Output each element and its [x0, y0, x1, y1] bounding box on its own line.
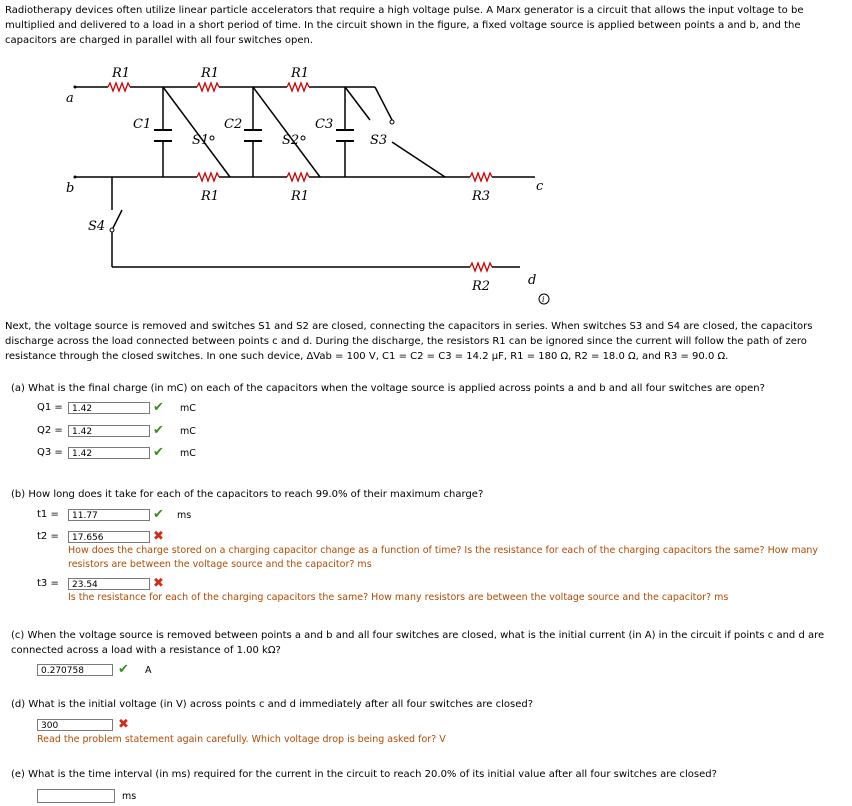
q1-unit: mC — [180, 403, 196, 414]
question-c-prompt: (c) When the voltage source is removed between points a and b and all four switches are closed, what is the initial current (in A) in the circuit if points c and d are connected across a load with a resistance of 1.00 kΩ? — [11, 630, 825, 656]
current-input[interactable]: 0.270758 — [37, 664, 113, 676]
label-s1: S1 — [192, 133, 210, 148]
q3-label: Q3 = — [37, 447, 63, 458]
label-s4: S4 — [88, 219, 106, 234]
voltage-input[interactable]: 300 — [37, 719, 113, 731]
q2-input[interactable]: 1.42 — [68, 425, 150, 437]
label-c1: C1 — [133, 117, 152, 132]
label-r1-b: R1 — [201, 66, 220, 81]
label-c3: C3 — [315, 117, 334, 132]
q1-label: Q1 = — [37, 402, 63, 413]
correct-icon: ✔ — [153, 445, 164, 460]
label-r2: R2 — [472, 279, 491, 294]
t3-input[interactable]: 23.54 — [68, 578, 150, 590]
label-r1-e: R1 — [291, 189, 310, 204]
label-r1-a: R1 — [112, 66, 131, 81]
incorrect-icon: ✖ — [118, 717, 129, 732]
label-d: d — [528, 273, 537, 288]
correct-icon: ✔ — [118, 662, 129, 677]
q3-unit: mC — [180, 448, 196, 459]
current-unit: A — [145, 665, 152, 676]
t1-input[interactable]: 11.77 — [68, 509, 150, 521]
svg-text:i: i — [542, 295, 545, 304]
t1-label: t1 = — [37, 509, 59, 520]
problem-intro: Radiotherapy devices often utilize linear particle accelerators that require a high voltage pulse. A Marx generator is a circuit that allows the input voltage to be multiplied and delivered to a load in a short period of time. In the circuit shown in the figure, a fixed voltage source is applied between points a and b, and the capacitors are charged in parallel with all four switches open. — [5, 5, 804, 46]
question-d-prompt: (d) What is the initial voltage (in V) across points c and d immediately after all four switches are closed? — [11, 699, 534, 710]
q3-input[interactable]: 1.42 — [68, 447, 150, 459]
switch-contacts — [110, 120, 394, 232]
label-c: c — [536, 179, 544, 194]
correct-icon: ✔ — [153, 507, 164, 522]
time-interval-unit: ms — [122, 791, 137, 802]
label-a: a — [66, 91, 74, 106]
correct-icon: ✔ — [153, 400, 164, 415]
q2-unit: mC — [180, 426, 196, 437]
time-interval-input[interactable] — [37, 789, 115, 803]
question-e-prompt: (e) What is the time interval (in ms) required for the current in the circuit to reach 20.0% of its initial value after all four switches are closed? — [11, 769, 717, 780]
correct-icon: ✔ — [153, 423, 164, 438]
question-a-prompt: (a) What is the final charge (in mC) on each of the capacitors when the voltage source is applied across points a and b and all four switches are open? — [11, 383, 765, 394]
t3-hint: Is the resistance for each of the charging capacitors the same? How many resistors are between the voltage source and the capacitor? ms — [68, 592, 729, 603]
question-b-prompt: (b) How long does it take for each of the capacitors to reach 99.0% of their maximum charge? — [11, 489, 484, 500]
q2-label: Q2 = — [37, 425, 63, 436]
t2-label: t2 = — [37, 531, 59, 542]
incorrect-icon: ✖ — [153, 529, 164, 544]
label-s3: S3 — [370, 133, 388, 148]
voltage-hint: Read the problem statement again carefully. Which voltage drop is being asked for? V — [37, 734, 446, 745]
t1-unit: ms — [177, 510, 192, 521]
problem-details: Next, the voltage source is removed and switches S1 and S2 are closed, connecting the capacitors in series. When switches S3 and S4 are closed, the capacitors discharge across the load connected between points c and d. During the discharge, the resistors R1 can be ignored since the current will follow the path of zero resistance through the closed switches. In one such device, ΔVab = 100 V, C1 = C2 = C3 = 14.2 μF, R1 = 180 Ω, R2 = 18.0 Ω, and R3 = 90.0 Ω. — [5, 321, 813, 362]
incorrect-icon: ✖ — [153, 576, 164, 591]
t2-hint: How does the charge stored on a charging capacitor change as a function of time? Is the resistance for each of the charging capacitors the same? How many resistors are between the voltage source and the capacitor? ms — [68, 545, 819, 570]
label-r1-c: R1 — [291, 66, 310, 81]
label-r1-d: R1 — [201, 189, 220, 204]
t3-label: t3 = — [37, 578, 59, 589]
label-c2: C2 — [224, 117, 243, 132]
q1-input[interactable]: 1.42 — [68, 402, 150, 414]
label-s2: S2 — [282, 133, 300, 148]
info-icon[interactable] — [539, 294, 549, 304]
circuit-diagram — [0, 50, 852, 310]
label-r3: R3 — [472, 189, 491, 204]
t2-input[interactable]: 17.656 — [68, 531, 150, 543]
terminals — [74, 86, 77, 179]
label-b: b — [66, 181, 75, 196]
